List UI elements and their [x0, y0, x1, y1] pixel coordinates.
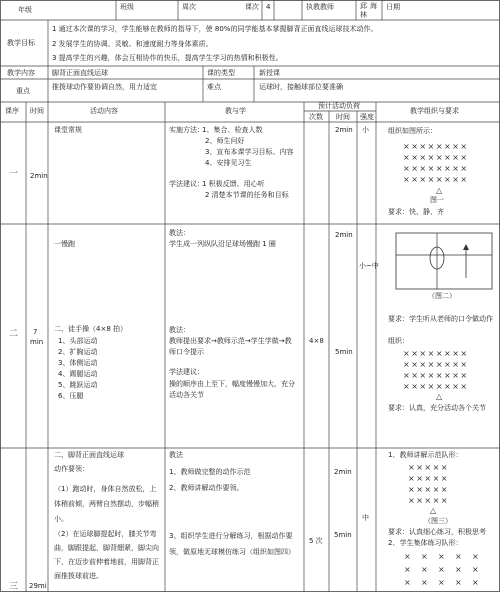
formation-row: ×××××××× [403, 371, 469, 380]
sec2-exer-times: 4×8 [309, 337, 324, 345]
difficulty-label: 难点 [207, 83, 221, 91]
sec1-method-label: 实施方法： [169, 126, 204, 134]
goal-item-2: 2 发展学生的协调、灵敏、和速度耐力等身体素质。 [52, 40, 213, 48]
col-time: 时间 [30, 107, 44, 115]
sec3-teach-label: 教法 [169, 451, 183, 459]
sec3-duration-2: 5min [334, 531, 352, 539]
sec1-study-2: 2 清楚本节课的任务和目标 [205, 191, 289, 199]
sec2-exer-teach-2: 师口令提示 [169, 348, 204, 356]
sec1-activity: 课堂常规 [54, 126, 82, 134]
sec3-ess-2: 体稍前倾，两臂自然摆动，步幅稍 [54, 500, 159, 508]
sec3-ess-4: （2）在运球脚提起时，膝关节弯 [54, 530, 157, 538]
sec2-exer-study-2: 活动各关节 [169, 391, 204, 399]
sec3-teach-3b: 领，做原地无球模仿练习（组织如图四） [169, 548, 295, 556]
sec2-exer-6: 6、压腿 [58, 392, 84, 400]
sec2-exer-title: 二、徒手操（4×8 拍） [54, 325, 127, 333]
goal-item-1: 1 通过本次课的学习，学生能够在教师的指导下，使 80%的同学能基本掌握脚背正面直线运球技术动作。 [52, 25, 378, 33]
column-marker: × [421, 552, 430, 561]
column-marker: × [421, 578, 430, 587]
sec3-ess-5: 曲，脚跟提起，脚背绷紧，脚尖向 [54, 544, 159, 552]
sec1-intensity: 小 [362, 126, 369, 134]
column-marker: × [438, 552, 447, 561]
teacher-triangle-icon: △ [430, 506, 438, 515]
teacher-label: 执教教师 [306, 3, 334, 11]
sec2-exer-4: 4、踢腿运动 [58, 370, 98, 378]
column-marker: × [404, 565, 413, 574]
sec2-fig2: （图二） [428, 292, 456, 300]
sec1-study-label: 学法建议： [169, 180, 204, 188]
sec2-exer-1: 1、头部运动 [58, 337, 98, 345]
sec3-intensity: 中 [362, 514, 369, 522]
formation-row: ×××××××× [403, 175, 469, 184]
column-marker: × [438, 565, 447, 574]
sec2-run-duration: 2min [335, 231, 353, 239]
sec2-exer-study-label: 学法建议： [169, 368, 204, 376]
sec3-duration-1: 2min [334, 468, 352, 476]
sec1-duration: 2min [335, 126, 353, 134]
sec2-time-2: min [30, 338, 44, 346]
sec3-title: 二、脚背正面直线运球 [54, 451, 124, 459]
grade-label: 年级 [18, 6, 32, 14]
col-teach: 教与学 [225, 107, 246, 115]
difficulty-value: 运球时，接触球部位要准确 [259, 83, 343, 91]
content-value: 脚背正面直线运球 [52, 69, 108, 77]
sec1-method-4: 4、安排见习生 [205, 159, 252, 167]
key-value: 推拨球动作要协调自然，用力适宜 [52, 83, 157, 91]
formation-row: ×××××××× [403, 360, 469, 369]
sec3-teach-1: 1、教师做完整的动作示范 [169, 468, 251, 476]
formation-row: ×××××××× [403, 164, 469, 173]
week-label: 周次 [182, 3, 196, 11]
sec2-exer-5: 5、跳跃运动 [58, 381, 98, 389]
sec1-method-1: 1、集合、检查人数 [202, 126, 263, 134]
formation-row: ×××××××× [403, 349, 469, 358]
formation-row: ××××× [408, 485, 450, 494]
goals-label: 教学目标 [7, 39, 35, 47]
sec2-run: 一慢跑 [54, 240, 75, 248]
col-load: 预计活动负荷 [318, 102, 360, 110]
col-duration: 时间 [336, 113, 350, 121]
sec1-org-title: 组织如图所示： [388, 127, 437, 135]
column-marker: × [472, 565, 481, 574]
sec1-requirement: 要求：快、静、齐 [388, 208, 444, 216]
goal-item-3: 3 提高学生的兴趣，体会互相协作的快乐，提高学生学习的热情和积极性。 [52, 54, 283, 62]
sec3-teach-2: 2、教师讲解动作要领。 [169, 484, 244, 492]
sec1-method-2: 2、师生问好 [205, 137, 245, 145]
teacher-triangle-icon: △ [436, 392, 444, 401]
col-order: 课序 [5, 107, 19, 115]
col-org: 教学组织与要求 [410, 107, 459, 115]
col-intensity: 强度 [360, 113, 374, 121]
teacher-name-2: 海 [370, 2, 377, 10]
sec2-time-1: 7 [33, 328, 38, 336]
sec2-req1: 要求：学生听从老师的口令做动作 [388, 315, 493, 323]
formation-row: ×××××××× [403, 153, 469, 162]
column-marker: × [404, 552, 413, 561]
sec3-time: 29mi [29, 582, 47, 590]
column-marker: × [455, 565, 464, 574]
column-marker: × [472, 578, 481, 587]
sec2-exer-2: 2、扩胸运动 [58, 348, 98, 356]
formation-row: ××××× [408, 496, 450, 505]
sec2-order: 二 [9, 329, 19, 339]
sec2-intensity: 小~中 [359, 262, 379, 270]
sec3-teach-3: 3、组织学生进行分解练习，根据动作要 [169, 532, 293, 540]
sec1-time: 2min [30, 172, 48, 180]
key-label: 重点 [16, 87, 30, 95]
sec2-req2: 要求：认真，充分活动各个关节 [388, 404, 486, 412]
sec2-exer-duration: 5min [335, 348, 353, 356]
sec2-exer-teach: 教师提出要求→教师示范→学生学做→教 [169, 337, 292, 345]
column-marker: × [455, 552, 464, 561]
sec3-ess-6: 下，在迈步前伸着地前，用脚背正 [54, 558, 159, 566]
sec3-fig3: （图三） [424, 517, 452, 525]
sec3-ess-label: 动作要领： [54, 465, 89, 473]
sec2-teach-label: 教法： [169, 229, 190, 237]
column-marker: × [404, 578, 413, 587]
sec1-study-1: 1 积极反馈、用心听 [202, 180, 265, 188]
lesson-number: 4 [266, 3, 271, 11]
sec3-requirement: 要求：认真细心练习，积极思考 [388, 528, 486, 536]
column-marker: × [455, 578, 464, 587]
teacher-name-3: 林 [360, 11, 367, 19]
sec1-fig-caption: 图一 [430, 196, 444, 204]
sec3-org-1: 1、教师讲解示范队形： [388, 451, 463, 459]
sec2-run-teach: 学生成一列纵队沿足球场慢跑 1 圈 [169, 240, 276, 248]
sec2-org2: 组织： [388, 337, 409, 345]
sec2-exer-teach-label: 教法： [169, 326, 190, 334]
sec3-ess-3: 小。 [54, 515, 68, 523]
sec3-order: 三 [9, 582, 19, 592]
lesson-type-value: 新授课 [259, 69, 280, 77]
sec1-order: 一 [9, 169, 19, 179]
lesson-type-label: 课的类型 [207, 69, 235, 77]
sec3-org-2: 2、学生集体练习队形： [388, 539, 463, 547]
sec3-times: 5 次 [309, 537, 323, 545]
col-times: 次数 [309, 113, 323, 121]
formation-row: ×××××××× [403, 142, 469, 151]
column-marker: × [472, 552, 481, 561]
sec1-method-3: 3、宣布本课学习目标、内容 [205, 148, 294, 156]
formation-row: ×××××××× [403, 382, 469, 391]
sec3-ess-1: （1）跑动时，身体自然放松，上 [54, 485, 157, 493]
teacher-name-1: 邱 [360, 2, 367, 10]
formation-row: ××××× [408, 474, 450, 483]
col-activity: 活动内容 [90, 107, 118, 115]
formation-row: ××××× [408, 463, 450, 472]
class-label: 班级 [120, 3, 134, 11]
column-marker: × [438, 578, 447, 587]
lesson-label: 课次 [245, 3, 259, 11]
column-marker: × [421, 565, 430, 574]
content-label: 教学内容 [7, 69, 35, 77]
teacher-triangle-icon: △ [436, 186, 444, 195]
sec2-exer-study: 操的顺序由上至下，幅度慢慢加大，充分 [169, 380, 295, 388]
date-label: 日期 [386, 3, 400, 11]
sec3-ess-7: 面推拨球前进。 [54, 572, 103, 580]
sec2-exer-3: 3、体侧运动 [58, 359, 98, 367]
